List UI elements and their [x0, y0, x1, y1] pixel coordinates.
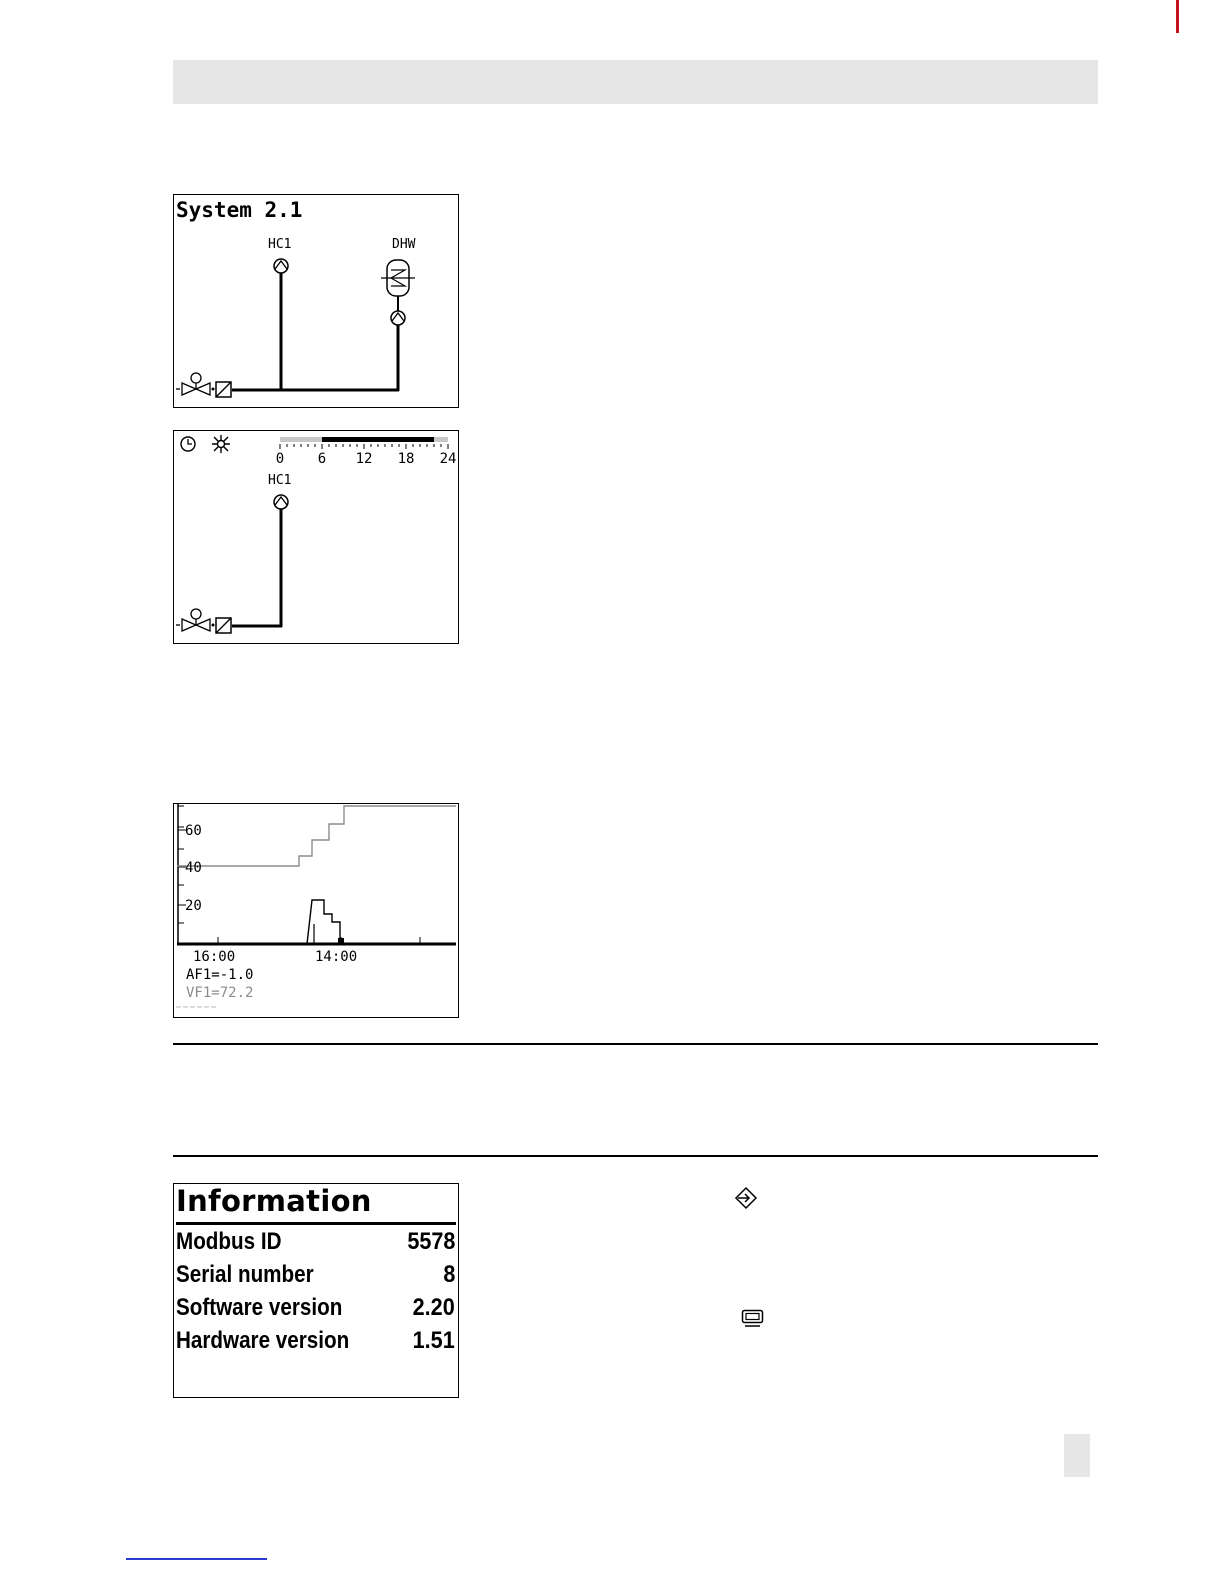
hc1-label: HC1	[268, 473, 292, 488]
series-vf1-line	[177, 806, 456, 866]
y-tick-label: 60	[185, 823, 202, 839]
lcd-hc1-diagram	[173, 430, 459, 644]
info-row	[176, 1294, 455, 1326]
header-band	[173, 60, 1098, 104]
lcd-trend-chart	[173, 803, 459, 1018]
info-row	[176, 1327, 455, 1359]
x-tick-label: 14:00	[315, 949, 358, 965]
info-row-value: 8	[442, 1261, 455, 1288]
time-axis-labels	[276, 451, 457, 467]
system-schematic	[174, 195, 458, 407]
timebar-tick-label: 0	[275, 451, 285, 467]
timebar-tick-label: 18	[397, 451, 415, 467]
trend-chart	[174, 804, 458, 1017]
series-af1-line	[307, 900, 340, 944]
hc1-pump-icon	[274, 259, 288, 273]
lcd-information	[173, 1183, 459, 1398]
enter-arrow-icon	[734, 1186, 758, 1214]
info-title-rule	[176, 1222, 456, 1225]
trend-cursor-marker	[338, 938, 344, 945]
series-readout-vf1: VF1=72.2	[186, 985, 254, 1001]
info-row-label: Software version	[176, 1294, 343, 1321]
y-tick-label: 40	[185, 860, 202, 876]
info-row-value: 1.51	[412, 1327, 455, 1354]
section-rule-bottom	[173, 1155, 1098, 1157]
top-red-rule	[1176, 0, 1179, 33]
dhw-tank-icon	[381, 260, 415, 296]
y-tick-label: 20	[185, 898, 202, 914]
info-row	[176, 1261, 455, 1293]
page-tab-marker	[1064, 1434, 1090, 1477]
info-row-value: 2.20	[412, 1294, 455, 1321]
hc1-pump-icon	[274, 495, 288, 509]
hc1-schematic	[174, 431, 458, 643]
heat-exchanger-icon	[216, 382, 231, 397]
hc1-label: HC1	[268, 237, 292, 252]
info-row-value: 5578	[406, 1228, 455, 1255]
diagram-title: System 2.1	[176, 198, 303, 222]
control-valve-icon	[176, 373, 215, 395]
clock-icon	[181, 437, 195, 451]
info-row	[176, 1228, 455, 1260]
dhw-label: DHW	[392, 237, 416, 252]
bottom-link-underline[interactable]	[126, 1558, 267, 1560]
time-program-bar	[280, 437, 448, 449]
control-valve-icon	[176, 609, 215, 631]
timebar-tick-label: 12	[355, 451, 373, 467]
monitor-icon	[741, 1309, 765, 1333]
dhw-pump-icon	[391, 311, 405, 325]
timebar-active-period	[322, 437, 434, 442]
info-row-label: Serial number	[176, 1261, 314, 1288]
x-tick-label: 16:00	[193, 949, 236, 965]
info-row-label: Modbus ID	[176, 1228, 282, 1255]
info-title: Information	[176, 1184, 372, 1218]
series-readout-af1: AF1=-1.0	[186, 967, 254, 983]
info-row-label: Hardware version	[176, 1327, 350, 1354]
timebar-tick-label: 6	[317, 451, 327, 467]
sun-icon	[212, 435, 230, 453]
heat-exchanger-icon	[216, 618, 231, 633]
timebar-tick-label: 24	[439, 451, 457, 467]
section-rule-top	[173, 1043, 1098, 1045]
lcd-system-diagram	[173, 194, 459, 408]
